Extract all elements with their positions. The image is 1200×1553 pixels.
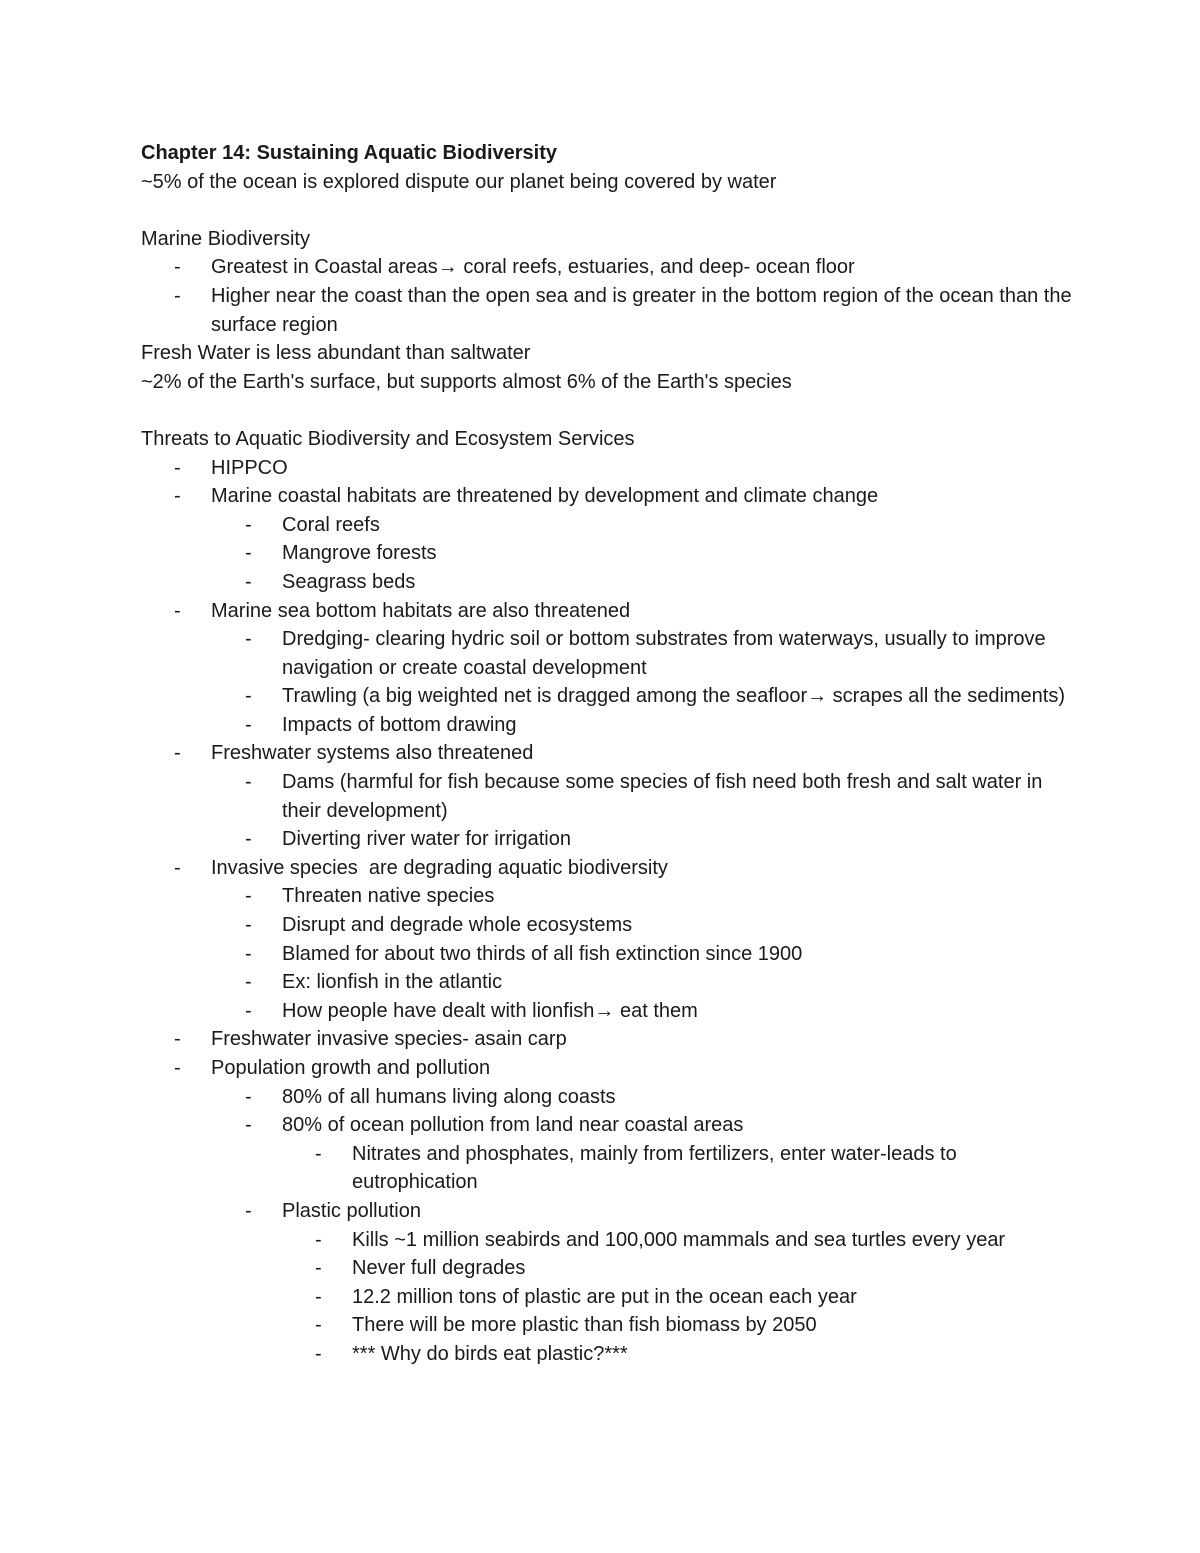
list-item: - How people have dealt with lionfish→ eat them bbox=[141, 997, 1081, 1026]
threats-heading: Threats to Aquatic Biodiversity and Ecosystem Services bbox=[141, 427, 635, 450]
list-item: - Plastic pollution bbox=[141, 1197, 1081, 1226]
bullet-dash: - bbox=[245, 542, 252, 565]
bullet-dash: - bbox=[245, 1199, 252, 1222]
bullet-dash: - bbox=[315, 1142, 322, 1165]
list-item: - Impacts of bottom drawing bbox=[141, 711, 1081, 740]
list-item: - Greatest in Coastal areas→ coral reefs, estuaries, and deep- ocean floor bbox=[141, 253, 1081, 282]
bullet-dash: - bbox=[245, 828, 252, 851]
bullet-dash: - bbox=[315, 1228, 322, 1251]
bullet-dash: - bbox=[245, 713, 252, 736]
list-item: - Mangrove forests bbox=[141, 539, 1081, 568]
list-item: - HIPPCO bbox=[141, 454, 1081, 483]
bullet-dash: - bbox=[245, 513, 252, 536]
spacer bbox=[141, 396, 1081, 425]
bullet-dash: - bbox=[174, 456, 181, 479]
bullet-dash: - bbox=[174, 485, 181, 508]
list-item: - Disrupt and degrade whole ecosystems bbox=[141, 911, 1081, 940]
list-item: - Blamed for about two thirds of all fish extinction since 1900 bbox=[141, 940, 1081, 969]
bullet-dash: - bbox=[245, 914, 252, 937]
intro-text: ~5% of the ocean is explored dispute our planet being covered by water bbox=[141, 170, 777, 193]
list-item: - Never full degrades bbox=[141, 1254, 1081, 1283]
bullet-dash: - bbox=[245, 685, 252, 708]
list-item: - Population growth and pollution bbox=[141, 1054, 1081, 1083]
bullet-dash: - bbox=[174, 284, 181, 307]
list-item: - *** Why do birds eat plastic?*** bbox=[141, 1340, 1081, 1369]
list-item: - Nitrates and phosphates, mainly from fertilizers, enter water-leads to eutrophication bbox=[141, 1140, 1081, 1197]
bullet-dash: - bbox=[245, 942, 252, 965]
bullet-dash: - bbox=[174, 599, 181, 622]
list-item: - Higher near the coast than the open sea and is greater in the bottom region of the ocean than the surface region bbox=[141, 282, 1081, 339]
bullet-dash: - bbox=[245, 1085, 252, 1108]
list-item: - Coral reefs bbox=[141, 511, 1081, 540]
bullet-dash: - bbox=[245, 771, 252, 794]
marine-heading: Marine Biodiversity bbox=[141, 227, 310, 250]
bullet-dash: - bbox=[245, 1114, 252, 1137]
list-item: - Invasive species are degrading aquatic biodiversity bbox=[141, 854, 1081, 883]
list-item: - Diverting river water for irrigation bbox=[141, 825, 1081, 854]
bullet-dash: - bbox=[245, 885, 252, 908]
spacer bbox=[141, 196, 1081, 225]
bullet-dash: - bbox=[174, 1057, 181, 1079]
fresh-water-line: Fresh Water is less abundant than saltwater bbox=[141, 342, 531, 365]
fresh-water-line: ~2% of the Earth's surface, but supports almost 6% of the Earth's species bbox=[141, 370, 792, 393]
chapter-title: Chapter 14: Sustaining Aquatic Biodiversity bbox=[141, 142, 558, 164]
list-item: - Seagrass beds bbox=[141, 568, 1081, 597]
list-item: - 12.2 million tons of plastic are put in the ocean each year bbox=[141, 1283, 1081, 1312]
bullet-dash: - bbox=[315, 1285, 322, 1308]
bullet-dash: - bbox=[315, 1314, 322, 1337]
list-item: - Kills ~1 million seabirds and 100,000 mammals and sea turtles every year bbox=[141, 1226, 1081, 1255]
bullet-dash: - bbox=[174, 1028, 181, 1051]
list-item: - Freshwater invasive species- asain carp bbox=[141, 1025, 1081, 1054]
bullet-dash: - bbox=[245, 570, 252, 593]
list-item: - Ex: lionfish in the atlantic bbox=[141, 968, 1081, 997]
list-item: - There will be more plastic than fish biomass by 2050 bbox=[141, 1311, 1081, 1340]
bullet-dash: - bbox=[245, 628, 252, 651]
bullet-dash: - bbox=[315, 1257, 322, 1280]
list-item: - Dams (harmful for fish because some species of fish need both fresh and salt water in their development) bbox=[141, 768, 1081, 825]
bullet-dash: - bbox=[174, 856, 181, 879]
list-item: - 80% of ocean pollution from land near coastal areas bbox=[141, 1111, 1081, 1140]
bullet-dash: - bbox=[245, 999, 252, 1022]
bullet-dash: - bbox=[174, 256, 181, 279]
document-page bbox=[141, 139, 1081, 1369]
bullet-dash: - bbox=[315, 1342, 322, 1365]
list-item: - Threaten native species bbox=[141, 882, 1081, 911]
bullet-dash: - bbox=[174, 742, 181, 765]
bullet-dash: - bbox=[245, 971, 252, 994]
list-item: - Marine sea bottom habitats are also threatened bbox=[141, 597, 1081, 626]
list-item: - Trawling (a big weighted net is dragged among the seafloor→ scrapes all the sediments) bbox=[141, 682, 1081, 711]
list-item: - Marine coastal habitats are threatened by development and climate change bbox=[141, 482, 1081, 511]
list-item: - 80% of all humans living along coasts bbox=[141, 1083, 1081, 1112]
list-item: - Freshwater systems also threatened bbox=[141, 739, 1081, 768]
list-item: - Dredging- clearing hydric soil or bottom substrates from waterways, usually to improve navigation or create coastal development bbox=[141, 625, 1081, 682]
